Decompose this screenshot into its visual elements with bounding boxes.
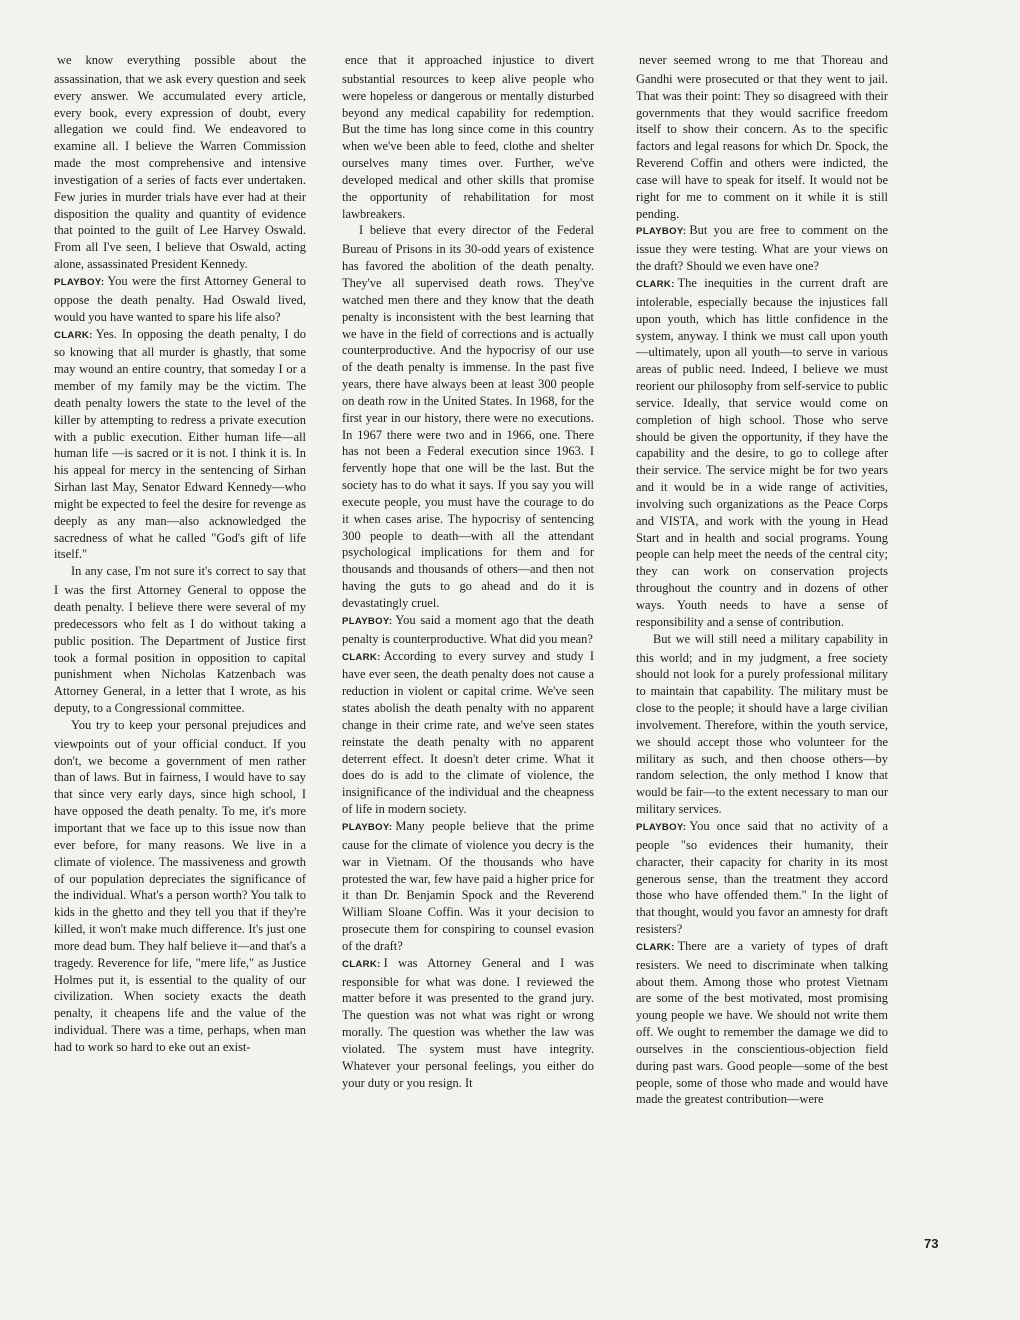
paragraph-text: You try to keep your personal prejudices and viewpoints out of your official conduct. If you don't, we become a government of men rather than of laws. But in fairness, I would have to say that since very early days, since high school, I have opposed the death penalty. To me, it's more important that we face up to this issue now than ever before, for many reasons. We live in a climate of violence. The massiveness and growth of our population depreciates the significance of the individual. What's a person worth? You talk to kids in the ghetto and they tell you that if they're killed, it won't make much difference. It's just one more dead bum. They half believe it—and that's a tragedy. Reverence for life, "mere life," as Justice Holmes put it, is essential to the quality of our civilization. When society exacts the death penalty, it cheapens life and the value of the individual. There was a time, perhaps, when man had to work so hard to eke out an exist- xyxy=(54,717,306,1054)
paragraph xyxy=(636,222,888,275)
text-column-1 xyxy=(54,52,306,1056)
speaker-label: PLAYBOY: xyxy=(342,615,393,627)
paragraph-text: I was Attorney General and I was responsible for what was done. I reviewed the matter before it was presented to the grand jury. The question was not what was right or wrong morally. The question was whether the law was violated. The system must have integrity. Whatever your personal feelings, you either do your duty or you resign. It xyxy=(342,955,594,1090)
speaker-label: PLAYBOY: xyxy=(636,226,687,238)
speaker-label: PLAYBOY: xyxy=(54,276,105,288)
speaker-label: CLARK: xyxy=(342,651,381,663)
speaker-label: PLAYBOY: xyxy=(636,821,687,833)
paragraph xyxy=(54,52,306,273)
paragraph xyxy=(342,52,594,222)
speaker-label: CLARK: xyxy=(342,958,381,970)
paragraph xyxy=(54,326,306,564)
paragraph xyxy=(636,275,888,631)
paragraph-text: You once said that no activity of a people "so evidences their humanity, their character, their capacity for charity in its most generous sense, than the treatment they accord those who have offended them." In the light of that thought, would you favor an amnesty for draft resisters? xyxy=(636,818,888,937)
paragraph xyxy=(636,631,888,818)
paragraph-text: But you are free to comment on the issue they were testing. What are your views on the draft? Should we even have one? xyxy=(636,223,888,274)
paragraph xyxy=(54,563,306,717)
paragraph xyxy=(636,938,888,1108)
paragraph xyxy=(636,52,888,222)
paragraph-text: ence that it approached injustice to divert substantial resources to keep alive people who were hopeless or dangerous or mentally disturbed beyond any medical capability for redemption. But the time has long since come in this country when we've been able to feed, clothe and shelter ourselves many times over. Further, we've developed medical and other skills that promise the opportunity of rehabilitation for most lawbreakers. xyxy=(342,53,594,221)
text-column-3 xyxy=(636,52,888,1108)
paragraph-text: According to every survey and study I have ever seen, the death penalty does not cause a reduction in violent or capital crime. We've seen states abolish the death penalty with no apparent change in their crime rate, and we've seen states reinstate the death penalty with no apparent deterrent effect. It doesn't deter crime. What it does do is add to the climate of violence, the insignificance of the individual and the cheapness of life in modern society. xyxy=(342,648,594,817)
paragraph-text: You were the first Attorney General to oppose the death penalty. Had Oswald lived, would you have wanted to spare his life also? xyxy=(54,273,306,324)
paragraph-text: The inequities in the current draft are intolerable, especially because the injustices fall upon youth, which has little confidence in the system, anyway. I think we must call upon youth—ultimately, upon all youth—to serve in various areas of public need. Indeed, I believe we must reorient our philosophy from self-service to public service. Ideally, that service would come on completion of high school. Those who serve should be given the opportunity, if they have the capability and the desire, to go to college after their service. The service might be for two years and it would be in a wide range of activities, involving such organizations as the Peace Corps and VISTA, and work with the young in Head Start and in health and social programs. Young people can help meet the needs of the central city; they can work on conservation projects throughout the country and in dozens of other ways. Youth needs to have a sense of responsibility and a sense of contribution. xyxy=(636,275,888,629)
paragraph xyxy=(342,818,594,955)
paragraph-text: we know everything possible about the assassination, that we ask every question and seek every answer. We accumulated every article, every book, every expression of doubt, every allegation we could find. We endeavored to examine all. I believe the Warren Commission made the most comprehensive and intensive investigation of a series of facts ever undertaken. Few juries in murder trials have ever had at their disposition the quality and quantity of evidence that pointed to the guilt of Lee Harvey Oswald. From all I've seen, I believe that Oswald, acting alone, assassinated President Kennedy. xyxy=(54,53,306,272)
paragraph-text: There are a variety of types of draft resisters. We need to discriminate when talking about them. Among those who protest Vietnam are some of the best motivated, most promising young people we have. We should not write them off. We ought to remember the damage we did to ourselves in the conscientious-objection field during past wars. Good people—some of the best people, some of those who made and would have made the greatest contribution—were xyxy=(636,938,888,1107)
paragraph-text: But we will still need a military capability in this world; and in my judgment, a free society should not look for a purely professional military to maintain that capability. The military must be close to the people; it should have a large civilian involvement. Therefore, within the youth service, we should accept those who volunteer for the military as such, and then choose others—by random selection, the only method I know that would be fair—to the extent necessary to man our military services. xyxy=(636,631,888,817)
paragraph-text: Many people believe that the prime cause for the climate of violence you decry is the war in Vietnam. Of the thousands who have protested the war, few have paid a higher price for it than Dr. Benjamin Spock and the Reverend William Sloane Coffin. Was it your decision to prosecute them for conspiring to counsel evasion of the draft? xyxy=(342,818,594,953)
paragraph-text: In any case, I'm not sure it's correct to say that I was the first Attorney General to oppose the death penalty. I believe there were several of my predecessors who felt as I do without taking a public position. The Department of Justice first took a formal position in opposition to capital punishment when Nicholas Katzenbach was Attorney General, in a letter that I wrote, as his deputy, to a Congressional committee. xyxy=(54,564,306,716)
paragraph xyxy=(342,612,594,648)
paragraph-text: I believe that every director of the Federal Bureau of Prisons in its 30-odd years of existence has favored the abolition of the death penalty. They've all supervised death rows. They've watched men there and they know that the death penalty is inconsistent with the best learning that we have in the field of corrections and is actually counterproductive. And the hypocrisy of our use of the death penalty is immense. In the past five years, there have always been at least 300 people on death row in the United States. In 1968, for the first year in our history, there were no executions. In 1967 there were two and in 1966, one. There has not been a Federal execution since 1963. I fervently hope that one will be the last. But the society has to do what it says. If you say you will execute people, you must have the courage to do it when cases arise. The hypocrisy of sentencing 300 people to death—with all the attendant psychological implications for them and for thousands and thousands of others—and then not having the guts to go ahead and do it is devastatingly cruel. xyxy=(342,223,594,610)
speaker-label: CLARK: xyxy=(54,329,93,341)
speaker-label: PLAYBOY: xyxy=(342,821,393,833)
paragraph xyxy=(342,648,594,818)
speaker-label: CLARK: xyxy=(636,941,675,953)
paragraph-text: You said a moment ago that the death penalty is counterproductive. What did you mean? xyxy=(342,612,594,646)
paragraph xyxy=(636,818,888,938)
paragraph xyxy=(342,222,594,611)
paragraph-text: Yes. In opposing the death penalty, I do so knowing that all murder is ghastly, that some may wound an entire country, that someday I or a member of my family may be the victim. The death penalty lowers the state to the level of the killer by attempting to redress a private execution with a public execution. Either human life—all human life —is sacred or it is not. I think it is. In his appeal for mercy in the sentencing of Sirhan Sirhan last May, Senator Edward Kennedy—who might be expected to feel the desire for revenge as deeply as any man—also acknowledged the sacredness of what he called "God's gift of life itself." xyxy=(54,326,306,562)
page-number: 73 xyxy=(924,1236,939,1251)
paragraph xyxy=(342,955,594,1092)
speaker-label: CLARK: xyxy=(636,278,675,290)
text-column-2 xyxy=(342,52,594,1091)
paragraph xyxy=(54,273,306,326)
paragraph-text: never seemed wrong to me that Thoreau and Gandhi were prosecuted or that they went to jail. That was their point: They so disagreed with their governments that they would sacrifice freedom itself to show their concern. As to the specific factors and legal reasons for which Dr. Spock, the Reverend Coffin and others were indicted, the case will have to speak for itself. It would not be right for me to comment on it while it is still pending. xyxy=(636,53,888,221)
paragraph xyxy=(54,717,306,1056)
